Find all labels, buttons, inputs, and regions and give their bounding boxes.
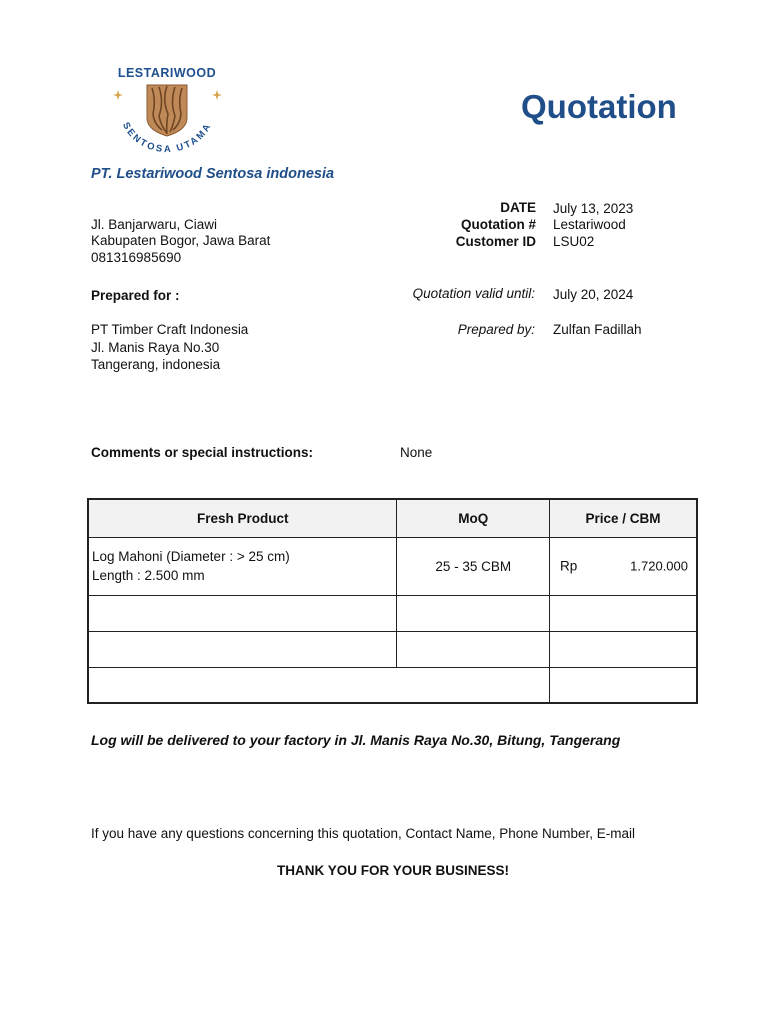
empty-cell: [88, 631, 397, 667]
prepared-for-label: Prepared for :: [91, 288, 180, 303]
empty-cell: [549, 595, 697, 631]
company-name: PT. Lestariwood Sentosa indonesia: [91, 166, 335, 182]
product-length: Length : 2.500 mm: [92, 568, 205, 583]
client-address-line-2: Tangerang, indonesia: [91, 357, 221, 372]
address-phone: 081316985690: [91, 250, 182, 265]
quotation-table: [87, 498, 698, 704]
valid-until-label: Quotation valid until:: [412, 286, 535, 301]
price-currency: Rp: [559, 558, 578, 574]
empty-cell: [88, 667, 549, 703]
delivery-note: Log will be delivered to your factory in Jl. Manis Raya No.30, Bitung, Tangerang: [91, 732, 621, 748]
empty-cell: [397, 631, 549, 667]
price-cell: [549, 537, 697, 595]
customer-id-label: Customer ID: [455, 234, 536, 249]
prepared-by-label: Prepared by:: [457, 322, 535, 337]
client-name: PT Timber Craft Indonesia: [91, 322, 249, 337]
quotation-number-value: Lestariwood: [553, 217, 626, 232]
moq-cell: 25 - 35 CBM: [397, 537, 549, 595]
empty-cell: [549, 667, 697, 703]
customer-id-value: LSU02: [553, 234, 595, 249]
table-row-empty: [88, 595, 697, 631]
comments-label: Comments or special instructions:: [91, 445, 314, 460]
header-price-per-cbm: Price / CBM: [549, 499, 697, 537]
address-line-2: Kabupaten Bogor, Jawa Barat: [91, 233, 271, 248]
header-moq: MoQ: [397, 499, 549, 537]
table-row-empty: [88, 667, 697, 703]
company-logo: [104, 64, 230, 156]
table-header-row: [88, 499, 697, 537]
empty-cell: [397, 595, 549, 631]
document-title: Quotation: [521, 88, 677, 125]
address-line-1: Jl. Banjarwaru, Ciawi: [91, 217, 218, 232]
prepared-by-value: Zulfan Fadillah: [553, 322, 642, 337]
thank-you-message: THANK YOU FOR YOUR BUSINESS!: [276, 863, 510, 878]
price-value: 1.720.000: [630, 558, 688, 574]
table-row: [88, 537, 697, 595]
contact-note: If you have any questions concerning this quotation, Contact Name, Phone Number, E-mail: [91, 826, 636, 841]
header-fresh-product: Fresh Product: [88, 499, 397, 537]
product-cell: [88, 537, 397, 595]
client-address-line-1: Jl. Manis Raya No.30: [91, 340, 220, 355]
empty-cell: [549, 631, 697, 667]
valid-until-value: July 20, 2024: [553, 287, 634, 302]
table-row-empty: [88, 631, 697, 667]
comments-value: None: [400, 445, 433, 460]
empty-cell: [88, 595, 397, 631]
svg-text:SENTOSA UTAMA: SENTOSA UTAMA: [119, 120, 215, 156]
quotation-number-label: Quotation #: [461, 217, 536, 232]
product-description: Log Mahoni (Diameter : > 25 cm): [92, 549, 290, 564]
logo-brand-text: LESTARIWOOD: [117, 66, 217, 80]
date-value: July 13, 2023: [553, 201, 634, 216]
date-label: DATE: [500, 200, 536, 215]
